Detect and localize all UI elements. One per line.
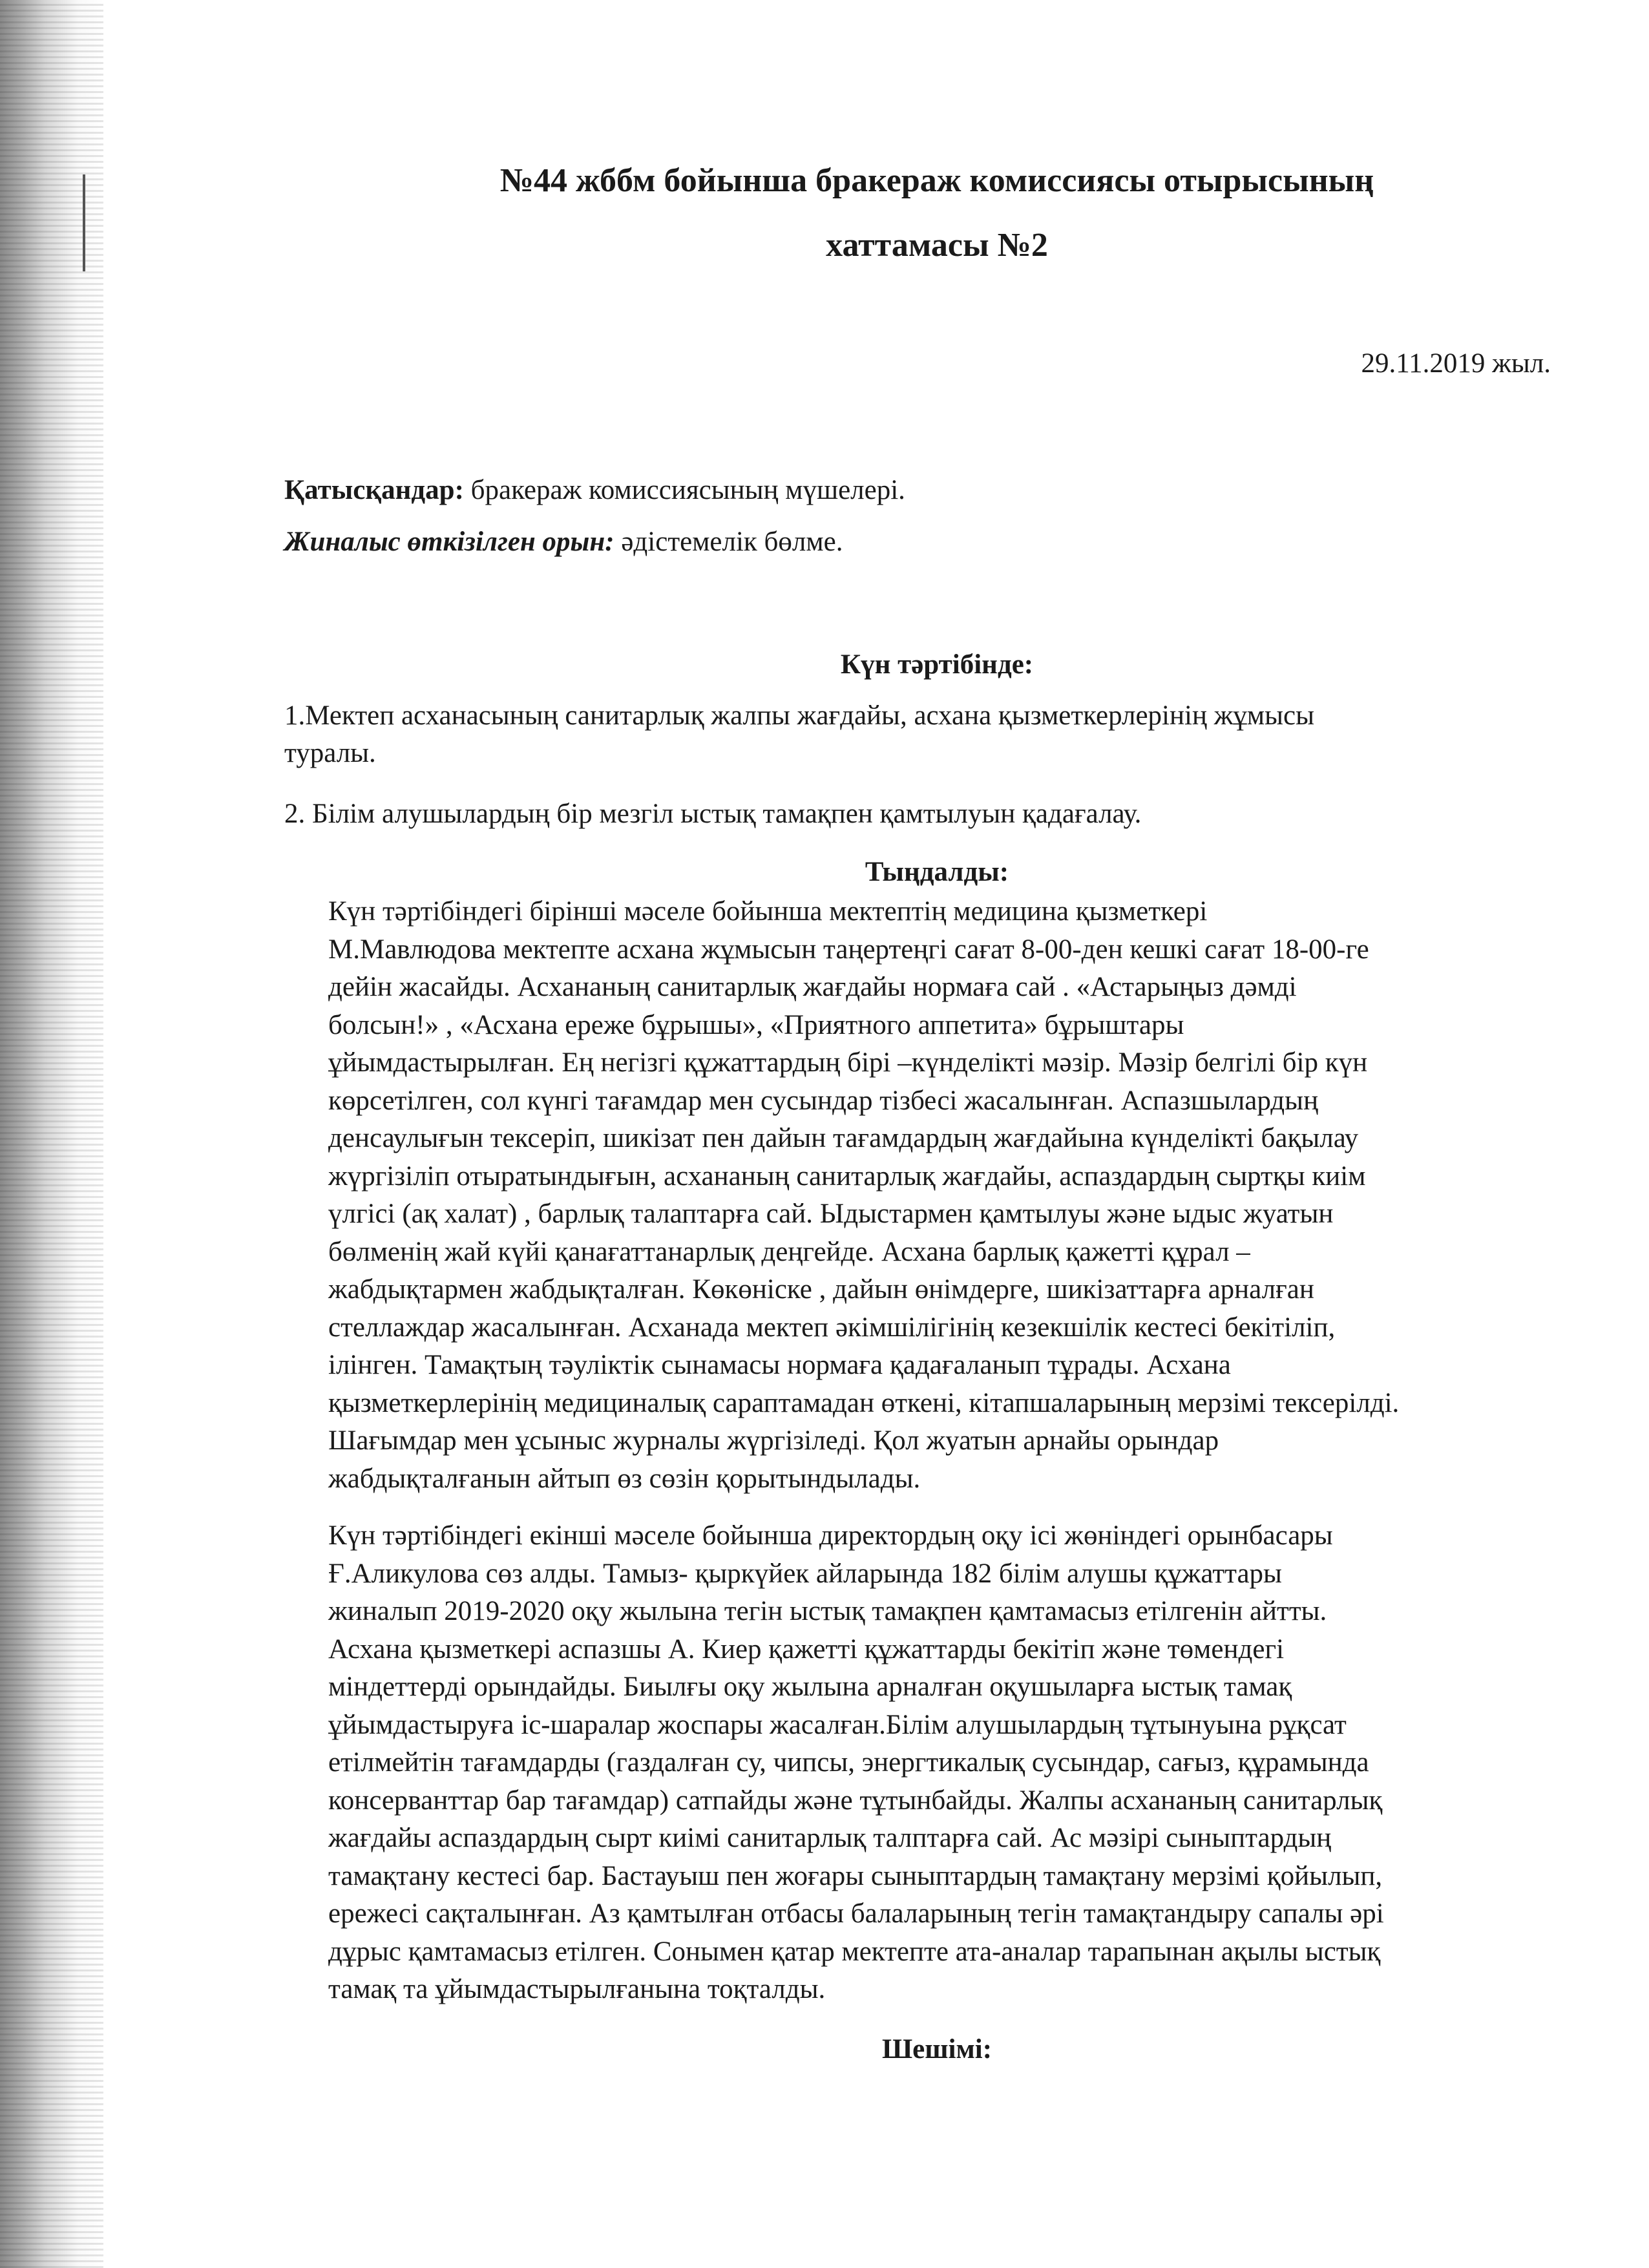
paragraph-1-line: денсаулығын тексеріп, шикізат пен дайын тағамдардың жағдайына күнделікті бақылау [328, 1123, 1359, 1153]
paragraph-1-line: ұйымдастырылған. Ең негізгі құжаттардың бірі –күнделікті мәзір. Мәзір белгілі бір күн [328, 1047, 1368, 1078]
paragraph-1-line: үлгісі (ақ халат) , барлық талаптарға сай. Ыдыстармен қамтылуы және ыдыс жуатын [328, 1199, 1334, 1229]
venue-line [284, 516, 1551, 568]
paragraph-1-line: жабдықтармен жабдықталған. Көкөніске , дайын өнімдерге, шикізаттарға арналған [328, 1274, 1314, 1305]
paragraph-1-line: дейін жасайды. Асхананың санитарлық жағдайы нормаға сай . «Астарыңыз дәмді [328, 972, 1297, 1002]
paragraph-2-line: Асхана қызметкері аспазшы А. Киер қажетті құжаттарды бекітіп және төмендегі [328, 1633, 1285, 1664]
paragraph-1-line: көрсетілген, сол күнгі тағамдар мен сусындар тізбесі жасалынған. Аспазшылардың [328, 1085, 1319, 1116]
agenda-item-1 [284, 697, 1551, 772]
paragraph-1 [284, 893, 1551, 1498]
paragraph-2-line: ережесі сақталынған. Аз қамтылған отбасы балаларының тегін тамақтандыру сапалы әрі [328, 1898, 1384, 1929]
participants-line [284, 465, 1551, 516]
paragraph-2 [284, 1517, 1551, 2009]
paragraph-1-line: Күн тәртібіндегі бірінші мәселе бойынша мектептің медицина қызметкері [328, 896, 1208, 927]
paragraph-2-line: жағдайы аспаздардың сырт киімі санитарлық талптарға сай. Ас мәзірі сыныптардың [328, 1823, 1332, 1853]
paragraph-2-line: тамақ та ұйымдастырылғанына тоқталды. [328, 1974, 826, 2004]
paragraph-1-line: бөлменің жай күйі қанағаттанарлық деңгейде. Асхана барлық қажетті құрал – [328, 1236, 1250, 1267]
paragraph-1-line: жүргізіліп отыратындығын, асхананың санитарлық жағдайы, аспаздардың сыртқы киім [328, 1160, 1366, 1192]
paragraph-1-line: Шағымдар мен ұсыныс журналы жүргізіледі. Қол жуатын арнайы орындар [328, 1425, 1219, 1456]
paragraph-1-line: М.Мавлюдова мектепте асхана жұмысын таңертеңгі сағат 8-00-ден кешкі сағат 18-00-ге [328, 934, 1369, 965]
decision-heading: Шешімі: [881, 2033, 993, 2064]
paragraph-1-line: ілінген. Тамақтың тәуліктік сынамасы нормаға қадағаланып тұрады. Асхана [328, 1350, 1231, 1380]
venue-value: әдістемелік бөлме. [614, 527, 843, 557]
paragraph-2-line: дұрыс қамтамасыз етілген. Сонымен қатар мектепте ата-аналар тарапынан ақылы ыстық [328, 1936, 1381, 1967]
paragraph-2-line: консерванттар бар тағамдар) сатпайды және тұтынбайды. Жалпы асхананың санитарлық [328, 1785, 1383, 1816]
participants-value: бракераж комиссиясының мүшелері. [463, 475, 905, 505]
agenda-item-1-line-2: туралы. [284, 738, 376, 768]
paragraph-2-line: Ғ.Аликулова сөз алды. Тамыз- қыркүйек айларында 182 білім алушы құжаттары [328, 1558, 1282, 1589]
heard-heading: Тыңдалды: [865, 857, 1009, 887]
venue-label: Жиналыс өткізілген орын: [284, 527, 614, 557]
document-title-line-2: хаттамасы №2 [826, 227, 1048, 264]
paragraph-2-line: етілмейтін тағамдарды (газдалған су, чипсы, энергтикалық сусындар, сағыз, құрамында [328, 1747, 1369, 1778]
paragraph-2-line: жиналып 2019-2020 оқу жылына тегін ыстық тамақпен қамтамасыз етілгенін айтты. [328, 1596, 1327, 1626]
paragraph-1-line: болсын!» , «Асхана ереже бұрышы», «Приятного аппетита» бұрыштары [328, 1009, 1184, 1040]
paragraph-2-line: міндеттерді орындайды. Биылғы оқу жылына арналған оқушыларға ыстық тамақ [328, 1672, 1292, 1702]
paragraph-2-line: тамақтану кестесі бар. Бастауыш пен жоғары сыныптардың тамақтану мерзімі қойылып, [328, 1860, 1383, 1891]
paragraph-1-line: жабдықталғанын айтып өз сөзін қорытындылады. [328, 1463, 921, 1494]
agenda-item-1-line-1: 1.Мектеп асханасының санитарлық жалпы жағдайы, асхана қызметкерлерінің жұмысы [284, 700, 1315, 731]
paragraph-2-line: Күн тәртібіндегі екінші мәселе бойынша директордың оқу ісі жөніндегі орынбасары [328, 1520, 1333, 1551]
scan-artifact-line [83, 174, 85, 271]
agenda-heading: Күн тәртібінде: [840, 649, 1034, 680]
participants-label: Қатысқандар: [284, 475, 464, 505]
document-page [284, 149, 1551, 2065]
document-date: 29.11.2019 жыл. [1361, 348, 1551, 379]
document-title-line-1: №44 жббм бойынша бракераж комиссиясы отырысының [499, 162, 1374, 199]
paragraph-2-line: ұйымдастыруға іс-шаралар жоспары жасалған.Білім алушылардың тұтынуына рұқсат [328, 1709, 1347, 1740]
paragraph-1-line: қызметкерлерінің медициналық сараптамадан өткені, кітапшаларының мерзімі тексерілді. [328, 1387, 1400, 1418]
agenda-item-2: 2. Білім алушылардың бір мезгіл ыстық тамақпен қамтылуын қадағалау. [284, 799, 1142, 829]
scan-shadow-edge [0, 0, 103, 2268]
paragraph-1-line: стеллаждар жасалынған. Асханада мектеп әкімшілігінің кезекшілік кестесі бекітіліп, [328, 1312, 1336, 1343]
